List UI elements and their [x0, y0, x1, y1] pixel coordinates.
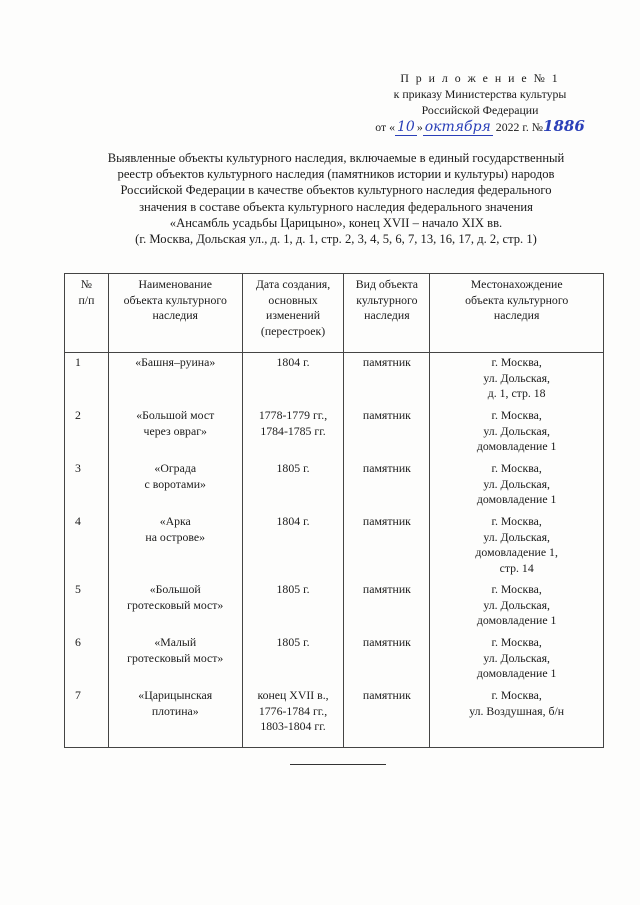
title-line-3: Российской Федерации в качестве объектов культурного наследия федерального — [120, 183, 552, 198]
cell-date: конец XVII в., 1776-1784 гг., 1803-1804 гг. — [242, 687, 344, 741]
cell-number: 5 — [65, 581, 109, 634]
order-quote-close: » — [416, 120, 423, 134]
header-number: № п/п — [65, 274, 109, 353]
cell-date: 1804 г. — [242, 353, 344, 408]
table-row — [65, 634, 604, 687]
header-type: Вид объекта культурного наследия — [344, 274, 430, 353]
cell-date: 1804 г. — [242, 513, 344, 581]
order-from-prefix: от « — [375, 120, 395, 134]
closing-divider-line — [290, 764, 386, 765]
cell-type: памятник — [344, 581, 430, 634]
heritage-objects-table — [64, 273, 604, 748]
title-line-6: (г. Москва, Дольская ул., д. 1, д. 1, стр. 2, 3, 4, 5, 6, 7, 13, 16, 17, д. 2, стр. 1) — [135, 232, 537, 247]
cell-number: 3 — [65, 460, 109, 513]
cell-type: памятник — [344, 353, 430, 408]
handwritten-month: октября — [424, 119, 491, 135]
cell-name: «Башня–руина» — [108, 353, 242, 408]
table-end-cell — [430, 741, 604, 748]
document-title — [50, 150, 622, 247]
table-end-cell — [65, 741, 109, 748]
cell-date: 1805 г. — [242, 581, 344, 634]
table-row — [65, 353, 604, 408]
cell-number: 7 — [65, 687, 109, 741]
handwritten-day: 10 — [396, 119, 415, 135]
cell-type: памятник — [344, 634, 430, 687]
table-bottom-border — [65, 741, 604, 748]
cell-date: 1805 г. — [242, 460, 344, 513]
cell-type: памятник — [344, 460, 430, 513]
appendix-title: П р и л о ж е н и е № 1 — [400, 71, 560, 85]
cell-name: «Большой мост через овраг» — [108, 407, 242, 460]
cell-location: г. Москва, ул. Дольская, домовладение 1 — [430, 407, 604, 460]
cell-name: «Арка на острове» — [108, 513, 242, 581]
table-row — [65, 407, 604, 460]
table-row — [65, 460, 604, 513]
order-date-line — [360, 118, 600, 136]
cell-name: «Ограда с воротами» — [108, 460, 242, 513]
title-line-2: реестр объектов культурного наследия (памятников истории и культуры) народов — [117, 167, 555, 182]
cell-number: 2 — [65, 407, 109, 460]
cell-location: г. Москва, ул. Дольская, д. 1, стр. 18 — [430, 353, 604, 408]
header-date: Дата создания, основных изменений (перестроек) — [242, 274, 344, 353]
title-line-4: значения в составе объекта культурного наследия федерального значения — [139, 199, 533, 214]
table-end-cell — [242, 741, 344, 748]
handwritten-order-number: 1886 — [543, 117, 585, 135]
cell-type: памятник — [344, 687, 430, 741]
cell-name: «Царицынская плотина» — [108, 687, 242, 741]
cell-date: 1778-1779 гг., 1784-1785 гг. — [242, 407, 344, 460]
cell-date: 1805 г. — [242, 634, 344, 687]
cell-number: 1 — [65, 353, 109, 408]
appendix-header — [360, 70, 600, 136]
table-end-cell — [108, 741, 242, 748]
cell-name: «Малый гротесковый мост» — [108, 634, 242, 687]
table-row — [65, 687, 604, 741]
cell-type: памятник — [344, 513, 430, 581]
title-line-1: Выявленные объекты культурного наследия, включаемые в единый государственный — [107, 151, 565, 165]
table-end-cell — [344, 741, 430, 748]
table-row — [65, 581, 604, 634]
cell-location: г. Москва, ул. Воздушная, б/н — [430, 687, 604, 741]
appendix-line-1: к приказу Министерства культуры — [393, 87, 567, 101]
table-header-row — [65, 274, 604, 353]
cell-number: 4 — [65, 513, 109, 581]
header-location: Местонахождение объекта культурного наследия — [430, 274, 604, 353]
title-line-5: «Ансамбль усадьбы Царицыно», конец XVII – начало XIX вв. — [169, 215, 503, 230]
header-name: Наименование объекта культурного наследия — [108, 274, 242, 353]
table-row — [65, 513, 604, 581]
order-year: 2022 г. № — [495, 120, 544, 134]
cell-name: «Большой гротесковый мост» — [108, 581, 242, 634]
cell-type: памятник — [344, 407, 430, 460]
cell-location: г. Москва, ул. Дольская, домовладение 1 — [430, 581, 604, 634]
cell-location: г. Москва, ул. Дольская, домовладение 1 — [430, 634, 604, 687]
cell-location: г. Москва, ул. Дольская, домовладение 1 — [430, 460, 604, 513]
cell-location: г. Москва, ул. Дольская, домовладение 1, стр. 14 — [430, 513, 604, 581]
appendix-line-2: Российской Федерации — [421, 103, 539, 117]
cell-number: 6 — [65, 634, 109, 687]
